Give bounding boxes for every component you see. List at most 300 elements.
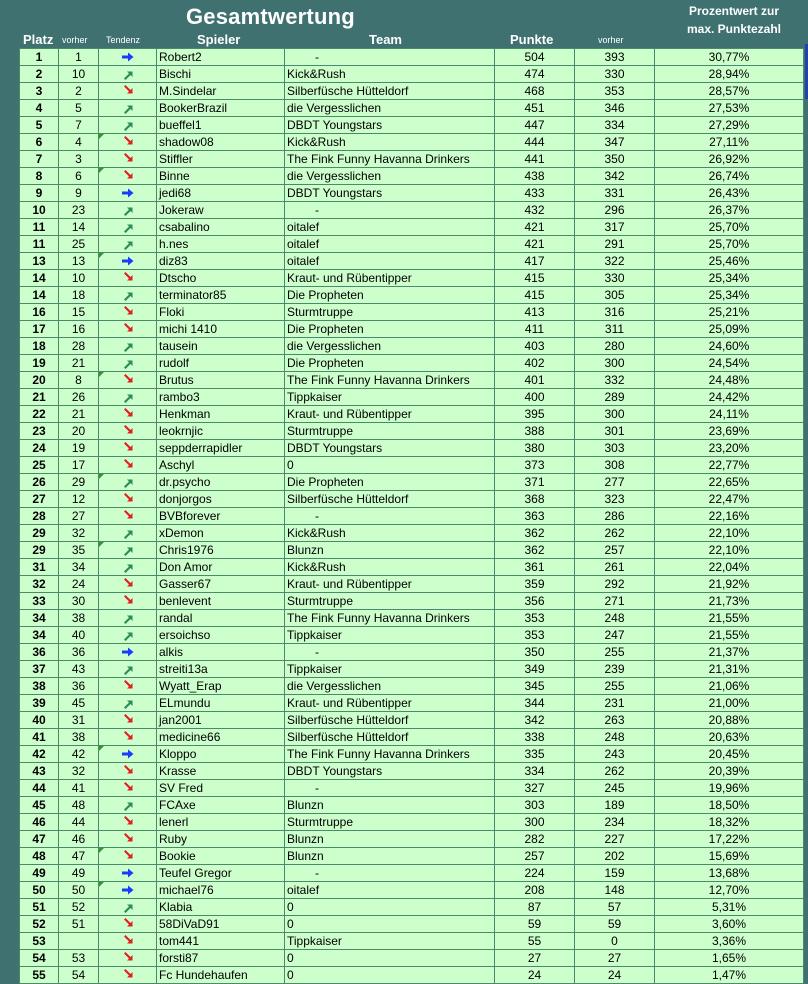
points-cell: 334: [495, 763, 575, 780]
trend-cell: [99, 83, 157, 100]
percent-cell: 22,10%: [655, 542, 804, 559]
trend-cell: [99, 627, 157, 644]
percent-cell: 24,54%: [655, 355, 804, 372]
percent-cell: 20,88%: [655, 712, 804, 729]
team-cell: -: [285, 644, 495, 661]
points-cell: 59: [495, 916, 575, 933]
trend-cell: [99, 746, 157, 763]
points-cell: 451: [495, 100, 575, 117]
rank-cell: 43: [20, 763, 59, 780]
player-cell: Brutus: [157, 372, 285, 389]
table-row: [20, 865, 804, 882]
team-cell: Silberfüsche Hütteldorf: [285, 712, 495, 729]
table-row: [20, 83, 804, 100]
points-cell: 257: [495, 848, 575, 865]
percent-cell: 25,34%: [655, 270, 804, 287]
rank-cell: 31: [20, 559, 59, 576]
previous-points-cell: 159: [575, 865, 655, 882]
trend-cell: [99, 457, 157, 474]
team-cell: The Fink Funny Havanna Drinkers: [285, 610, 495, 627]
player-cell: Fc Hundehaufen: [157, 967, 285, 984]
previous-points-cell: 257: [575, 542, 655, 559]
table-row: [20, 559, 804, 576]
previous-rank-cell: 14: [59, 219, 99, 236]
rank-cell: 8: [20, 168, 59, 185]
percent-cell: 22,16%: [655, 508, 804, 525]
rank-cell: 25: [20, 457, 59, 474]
points-cell: 362: [495, 542, 575, 559]
table-row: [20, 66, 804, 83]
table-row: [20, 593, 804, 610]
team-cell: Die Propheten: [285, 287, 495, 304]
points-cell: 468: [495, 83, 575, 100]
table-row: [20, 134, 804, 151]
team-cell: Tippkaiser: [285, 389, 495, 406]
team-cell: Blunzn: [285, 848, 495, 865]
header-previous-points: vorher: [598, 35, 624, 45]
team-cell: oitalef: [285, 219, 495, 236]
percent-cell: 3,36%: [655, 933, 804, 950]
team-cell: DBDT Youngstars: [285, 185, 495, 202]
previous-rank-cell: 2: [59, 83, 99, 100]
team-cell: oitalef: [285, 236, 495, 253]
percent-cell: 25,21%: [655, 304, 804, 321]
rank-cell: 40: [20, 712, 59, 729]
points-cell: 380: [495, 440, 575, 457]
previous-rank-cell: 31: [59, 712, 99, 729]
previous-rank-cell: 20: [59, 423, 99, 440]
points-cell: 55: [495, 933, 575, 950]
team-cell: Kraut- und Rübentipper: [285, 695, 495, 712]
trend-cell: [99, 542, 157, 559]
previous-points-cell: 234: [575, 814, 655, 831]
percent-cell: 22,10%: [655, 525, 804, 542]
table-row: [20, 712, 804, 729]
table-row: [20, 831, 804, 848]
percent-cell: 12,70%: [655, 882, 804, 899]
rank-cell: 39: [20, 695, 59, 712]
percent-cell: 21,92%: [655, 576, 804, 593]
header-rank: Platz: [23, 32, 54, 47]
team-cell: The Fink Funny Havanna Drinkers: [285, 372, 495, 389]
arrow-down-right-icon: [101, 153, 154, 165]
points-cell: 344: [495, 695, 575, 712]
previous-points-cell: 296: [575, 202, 655, 219]
percent-cell: 21,37%: [655, 644, 804, 661]
arrow-up-right-icon: [101, 476, 154, 488]
comment-marker-icon: [99, 848, 104, 853]
previous-points-cell: 291: [575, 236, 655, 253]
points-cell: 432: [495, 202, 575, 219]
comment-marker-icon: [99, 134, 104, 139]
percent-cell: 25,34%: [655, 287, 804, 304]
arrow-up-right-icon: [101, 527, 154, 539]
player-cell: lenerl: [157, 814, 285, 831]
arrow-down-right-icon: [101, 850, 154, 862]
team-cell: Sturmtruppe: [285, 814, 495, 831]
rank-cell: 11: [20, 219, 59, 236]
rank-cell: 18: [20, 338, 59, 355]
trend-cell: [99, 576, 157, 593]
rank-cell: 26: [20, 474, 59, 491]
rank-cell: 13: [20, 253, 59, 270]
table-row: [20, 355, 804, 372]
trend-cell: [99, 423, 157, 440]
rank-cell: 42: [20, 746, 59, 763]
rank-cell: 20: [20, 372, 59, 389]
percent-cell: 25,09%: [655, 321, 804, 338]
percent-cell: 28,57%: [655, 83, 804, 100]
percent-cell: 25,70%: [655, 236, 804, 253]
team-cell: 0: [285, 899, 495, 916]
rank-cell: 41: [20, 729, 59, 746]
player-cell: Floki: [157, 304, 285, 321]
rank-cell: 1: [20, 49, 59, 66]
trend-cell: [99, 797, 157, 814]
trend-cell: [99, 593, 157, 610]
previous-points-cell: 255: [575, 644, 655, 661]
percent-cell: 17,22%: [655, 831, 804, 848]
rank-cell: 54: [20, 950, 59, 967]
trend-cell: [99, 151, 157, 168]
player-cell: Klabia: [157, 899, 285, 916]
arrow-up-right-icon: [101, 68, 154, 80]
table-row: [20, 49, 804, 66]
arrow-down-right-icon: [101, 833, 154, 845]
previous-points-cell: 300: [575, 406, 655, 423]
team-cell: 0: [285, 916, 495, 933]
rank-cell: 29: [20, 525, 59, 542]
arrow-up-right-icon: [101, 663, 154, 675]
points-cell: 349: [495, 661, 575, 678]
points-cell: 361: [495, 559, 575, 576]
percent-cell: 3,60%: [655, 916, 804, 933]
previous-rank-cell: 5: [59, 100, 99, 117]
arrow-right-icon: [101, 187, 154, 199]
percent-cell: 30,77%: [655, 49, 804, 66]
previous-rank-cell: 47: [59, 848, 99, 865]
previous-rank-cell: 23: [59, 202, 99, 219]
previous-points-cell: 59: [575, 916, 655, 933]
team-cell: 0: [285, 457, 495, 474]
rank-cell: 3: [20, 83, 59, 100]
page-title: Gesamtwertung: [186, 4, 355, 29]
comment-marker-icon: [99, 746, 104, 751]
rank-cell: 14: [20, 270, 59, 287]
rank-cell: 28: [20, 508, 59, 525]
trend-cell: [99, 508, 157, 525]
previous-rank-cell: 6: [59, 168, 99, 185]
player-cell: xDemon: [157, 525, 285, 542]
previous-rank-cell: 28: [59, 338, 99, 355]
percent-cell: 5,31%: [655, 899, 804, 916]
rank-cell: 22: [20, 406, 59, 423]
table-row: [20, 321, 804, 338]
team-cell: Kick&Rush: [285, 525, 495, 542]
trend-cell: [99, 117, 157, 134]
points-cell: 388: [495, 423, 575, 440]
percent-cell: 20,45%: [655, 746, 804, 763]
player-cell: ersoichso: [157, 627, 285, 644]
arrow-down-right-icon: [101, 918, 154, 930]
arrow-down-right-icon: [101, 731, 154, 743]
previous-points-cell: 231: [575, 695, 655, 712]
points-cell: 402: [495, 355, 575, 372]
table-row: [20, 967, 804, 984]
points-cell: 368: [495, 491, 575, 508]
previous-points-cell: 289: [575, 389, 655, 406]
rank-cell: 19: [20, 355, 59, 372]
previous-points-cell: 322: [575, 253, 655, 270]
comment-marker-icon: [99, 474, 104, 479]
header-trend: Tendenz: [106, 35, 141, 45]
trend-cell: [99, 355, 157, 372]
player-cell: tausein: [157, 338, 285, 355]
previous-points-cell: 202: [575, 848, 655, 865]
previous-rank-cell: 53: [59, 950, 99, 967]
points-cell: 362: [495, 525, 575, 542]
points-cell: 363: [495, 508, 575, 525]
rank-cell: 47: [20, 831, 59, 848]
previous-points-cell: 248: [575, 610, 655, 627]
previous-rank-cell: 51: [59, 916, 99, 933]
player-cell: terminator85: [157, 287, 285, 304]
previous-rank-cell: 38: [59, 729, 99, 746]
percent-cell: 1,47%: [655, 967, 804, 984]
arrow-up-right-icon: [101, 612, 154, 624]
team-cell: Tippkaiser: [285, 933, 495, 950]
previous-rank-cell: 40: [59, 627, 99, 644]
team-cell: oitalef: [285, 253, 495, 270]
percent-cell: 18,32%: [655, 814, 804, 831]
team-cell: -: [285, 49, 495, 66]
previous-rank-cell: 42: [59, 746, 99, 763]
previous-points-cell: 334: [575, 117, 655, 134]
rank-cell: 44: [20, 780, 59, 797]
previous-points-cell: 148: [575, 882, 655, 899]
previous-points-cell: 255: [575, 678, 655, 695]
previous-rank-cell: 29: [59, 474, 99, 491]
player-cell: michael76: [157, 882, 285, 899]
trend-cell: [99, 814, 157, 831]
player-cell: Ruby: [157, 831, 285, 848]
arrow-down-right-icon: [101, 680, 154, 692]
trend-cell: [99, 950, 157, 967]
previous-rank-cell: 21: [59, 355, 99, 372]
previous-rank-cell: 4: [59, 134, 99, 151]
table-row: [20, 372, 804, 389]
player-cell: tom441: [157, 933, 285, 950]
team-cell: -: [285, 865, 495, 882]
table-row: [20, 457, 804, 474]
table-row: [20, 219, 804, 236]
team-cell: Tippkaiser: [285, 661, 495, 678]
player-cell: Binne: [157, 168, 285, 185]
arrow-right-icon: [101, 255, 154, 267]
team-cell: Sturmtruppe: [285, 304, 495, 321]
table-row: [20, 202, 804, 219]
arrow-down-right-icon: [101, 408, 154, 420]
points-cell: 421: [495, 236, 575, 253]
team-cell: The Fink Funny Havanna Drinkers: [285, 746, 495, 763]
arrow-down-right-icon: [101, 969, 154, 981]
percent-cell: 22,65%: [655, 474, 804, 491]
arrow-up-right-icon: [101, 119, 154, 131]
arrow-up-right-icon: [101, 238, 154, 250]
arrow-up-right-icon: [101, 221, 154, 233]
arrow-up-right-icon: [101, 340, 154, 352]
trend-cell: [99, 406, 157, 423]
percent-cell: 21,55%: [655, 627, 804, 644]
points-cell: 353: [495, 627, 575, 644]
previous-points-cell: 277: [575, 474, 655, 491]
player-cell: seppderrapidler: [157, 440, 285, 457]
player-cell: jedi68: [157, 185, 285, 202]
trend-cell: [99, 916, 157, 933]
previous-points-cell: 280: [575, 338, 655, 355]
previous-points-cell: 261: [575, 559, 655, 576]
trend-cell: [99, 678, 157, 695]
previous-points-cell: 262: [575, 525, 655, 542]
points-cell: 413: [495, 304, 575, 321]
trend-cell: [99, 321, 157, 338]
player-cell: 58DiVaD91: [157, 916, 285, 933]
previous-points-cell: 317: [575, 219, 655, 236]
player-cell: michi 1410: [157, 321, 285, 338]
trend-cell: [99, 967, 157, 984]
arrow-right-icon: [101, 646, 154, 658]
rank-cell: 48: [20, 848, 59, 865]
previous-points-cell: 347: [575, 134, 655, 151]
previous-points-cell: 301: [575, 423, 655, 440]
rank-cell: 10: [20, 202, 59, 219]
table-row: [20, 423, 804, 440]
arrow-down-right-icon: [101, 782, 154, 794]
previous-rank-cell: 13: [59, 253, 99, 270]
team-cell: Die Propheten: [285, 321, 495, 338]
points-cell: 371: [495, 474, 575, 491]
rank-cell: 21: [20, 389, 59, 406]
percent-cell: 26,43%: [655, 185, 804, 202]
team-cell: Blunzn: [285, 542, 495, 559]
previous-points-cell: 308: [575, 457, 655, 474]
previous-points-cell: 300: [575, 355, 655, 372]
percent-cell: 18,50%: [655, 797, 804, 814]
percent-cell: 21,55%: [655, 610, 804, 627]
arrow-up-right-icon: [101, 901, 154, 913]
player-cell: h.nes: [157, 236, 285, 253]
table-row: [20, 763, 804, 780]
trend-cell: [99, 185, 157, 202]
player-cell: streiti13a: [157, 661, 285, 678]
team-cell: die Vergesslichen: [285, 678, 495, 695]
trend-cell: [99, 644, 157, 661]
arrow-up-right-icon: [101, 561, 154, 573]
trend-cell: [99, 100, 157, 117]
table-row: [20, 440, 804, 457]
team-cell: 0: [285, 950, 495, 967]
percent-title-line2: max. Punktezahl: [686, 22, 782, 36]
previous-rank-cell: 52: [59, 899, 99, 916]
player-cell: forsti87: [157, 950, 285, 967]
arrow-down-right-icon: [101, 714, 154, 726]
trend-cell: [99, 882, 157, 899]
player-cell: Krasse: [157, 763, 285, 780]
arrow-down-right-icon: [101, 493, 154, 505]
trend-cell: [99, 865, 157, 882]
points-cell: 356: [495, 593, 575, 610]
table-row: [20, 542, 804, 559]
arrow-down-right-icon: [101, 136, 154, 148]
previous-points-cell: 263: [575, 712, 655, 729]
percent-cell: 19,96%: [655, 780, 804, 797]
previous-rank-cell: 26: [59, 389, 99, 406]
previous-points-cell: 245: [575, 780, 655, 797]
table-row: [20, 304, 804, 321]
arrow-down-right-icon: [101, 425, 154, 437]
team-cell: Kraut- und Rübentipper: [285, 576, 495, 593]
table-row: [20, 338, 804, 355]
trend-cell: [99, 338, 157, 355]
trend-cell: [99, 474, 157, 491]
player-cell: dr.psycho: [157, 474, 285, 491]
percent-cell: 25,70%: [655, 219, 804, 236]
points-cell: 342: [495, 712, 575, 729]
previous-points-cell: 353: [575, 83, 655, 100]
rank-cell: 53: [20, 933, 59, 950]
points-cell: 335: [495, 746, 575, 763]
team-cell: Kick&Rush: [285, 66, 495, 83]
player-cell: Robert2: [157, 49, 285, 66]
points-cell: 303: [495, 797, 575, 814]
percent-cell: 23,20%: [655, 440, 804, 457]
previous-points-cell: 262: [575, 763, 655, 780]
comment-marker-icon: [99, 882, 104, 887]
team-cell: 0: [285, 967, 495, 984]
arrow-down-right-icon: [101, 816, 154, 828]
table-row: [20, 474, 804, 491]
table-row: [20, 491, 804, 508]
team-cell: Sturmtruppe: [285, 423, 495, 440]
trend-cell: [99, 134, 157, 151]
team-cell: Sturmtruppe: [285, 593, 495, 610]
previous-rank-cell: [59, 933, 99, 950]
rank-cell: 37: [20, 661, 59, 678]
trend-cell: [99, 763, 157, 780]
percent-cell: 15,69%: [655, 848, 804, 865]
table-row: [20, 610, 804, 627]
arrow-right-icon: [101, 884, 154, 896]
percent-cell: 21,06%: [655, 678, 804, 695]
arrow-down-right-icon: [101, 510, 154, 522]
trend-cell: [99, 661, 157, 678]
percent-cell: 26,37%: [655, 202, 804, 219]
rank-cell: 33: [20, 593, 59, 610]
trend-cell: [99, 304, 157, 321]
points-cell: 504: [495, 49, 575, 66]
trend-cell: [99, 695, 157, 712]
rank-cell: 52: [20, 916, 59, 933]
previous-points-cell: 24: [575, 967, 655, 984]
percent-cell: 20,63%: [655, 729, 804, 746]
previous-points-cell: 292: [575, 576, 655, 593]
percent-cell: 27,29%: [655, 117, 804, 134]
percent-cell: 24,42%: [655, 389, 804, 406]
previous-rank-cell: 36: [59, 678, 99, 695]
previous-rank-cell: 54: [59, 967, 99, 984]
points-cell: 373: [495, 457, 575, 474]
player-cell: leokrnjic: [157, 423, 285, 440]
